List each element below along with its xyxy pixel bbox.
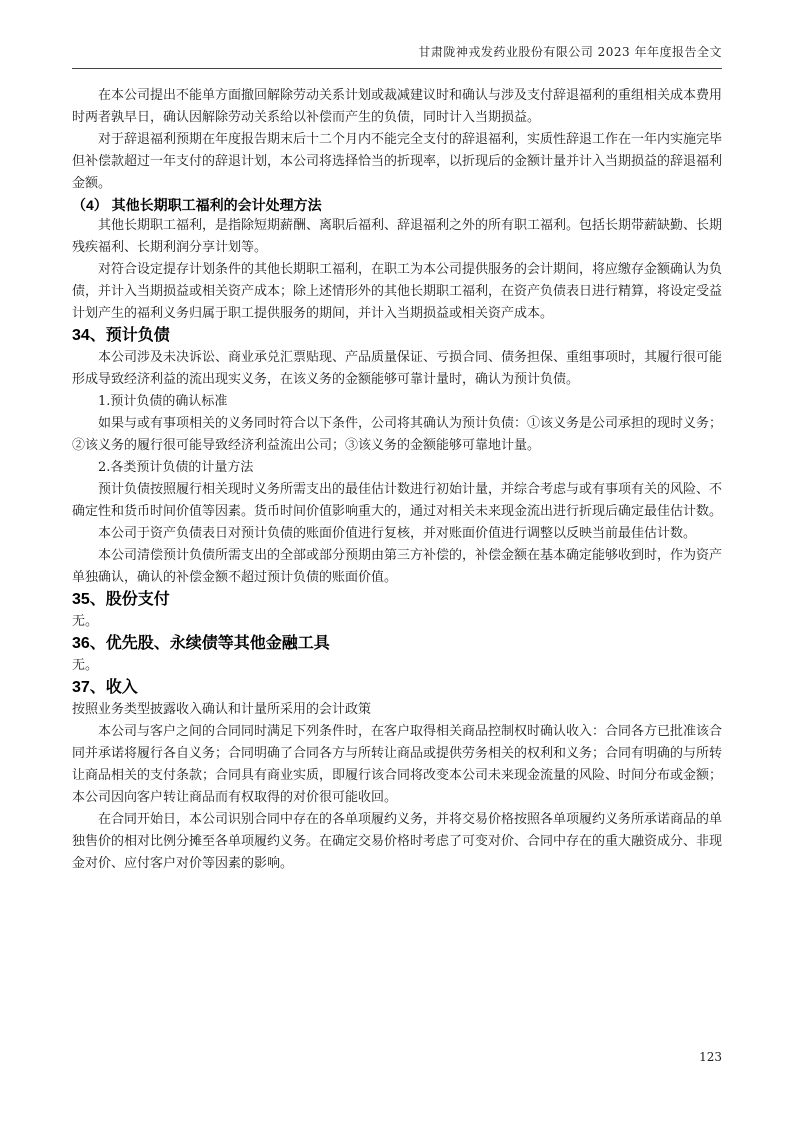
report-title: 甘肃陇神戎发药业股份有限公司 2023 年年度报告全文	[418, 45, 722, 59]
paragraph: 对符合设定提存计划条件的其他长期职工福利，在职工为本公司提供服务的会计期间，将应缴存金额确认为负债，并计入当期损益或相关资产成本；除上述情形外的其他长期职工福利，在资产负债表日进行精算，将设定受益计划产生的福利义务归属于职工提供服务的期间，并计入当期损益或相关资产成本。	[72, 262, 723, 321]
paragraph: 本公司涉及未决诉讼、商业承兑汇票贴现、产品质量保证、亏损合同、债务担保、重组事项时，其履行很可能形成导致经济利益的流出现实义务，在该义务的金额能够可靠计量时，确认为预计负债。	[72, 350, 723, 387]
page-footer	[699, 1050, 722, 1064]
paragraph: 本公司清偿预计负债所需支出的全部或部分预期由第三方补偿的，补偿金额在基本确定能够收到时，作为资产单独确认，确认的补偿金额不超过预计负债的账面价值。	[72, 548, 723, 585]
paragraph-none: 无。	[72, 658, 99, 673]
paragraph: 本公司于资产负债表日对预计负债的账面价值进行复核，并对账面价值进行调整以反映当前最佳估计数。	[98, 526, 697, 541]
paragraph: 本公司与客户之间的合同同时满足下列条件时，在客户取得相关商品控制权时确认收入：合同各方已批准该合同并承诺将履行各自义务；合同明确了合同各方与所转让商品或提供劳务相关的权利和义务；合同有明确的与所转让商品相关的支付条款；合同具有商业实质，即履行该合同将改变本公司未来现金流量的风险、时间分布或金额；本公司因向客户转让商品而有权取得的对价很可能收回。	[72, 724, 723, 805]
section-heading-35-share-based-payment: 35、股份支付	[72, 591, 170, 608]
page-header	[72, 44, 722, 69]
section-heading-34-estimated-liabilities: 34、预计负债	[72, 327, 170, 344]
paragraph: 在合同开始日，本公司识别合同中存在的各单项履约义务，并将交易价格按照各单项履约义务所承诺商品的单独售价的相对比例分摊至各单项履约义务。在确定交易价格时考虑了可变对价、合同中存在的重大融资成分、非现金对价、应付客户对价等因素的影响。	[72, 812, 723, 871]
section-heading-other-long-term-benefits: （4） 其他长期职工福利的会计处理方法	[72, 197, 322, 213]
document-content	[72, 85, 722, 875]
paragraph: 如果与或有事项相关的义务同时符合以下条件，公司将其确认为预计负债：①该义务是公司承担的现时义务；②该义务的履行很可能导致经济利益流出公司；③该义务的金额能够可靠地计量。	[72, 416, 723, 453]
paragraph: 对于辞退福利预期在年度报告期末后十二个月内不能完全支付的辞退福利，实质性辞退工作在一年内实施完毕但补偿款超过一年支付的辞退计划，本公司将选择恰当的折现率，以折现后的金额计量并计入当期损益的辞退福利金额。	[72, 132, 723, 191]
list-item: 1.预计负债的确认标准	[98, 394, 228, 409]
paragraph: 在本公司提出不能单方面撤回解除劳动关系计划或裁减建议时和确认与涉及支付辞退福利的重组相关成本费用时两者孰早日，确认因解除劳动关系给以补偿而产生的负债，同时计入当期损益。	[72, 88, 723, 125]
list-item: 2.各类预计负债的计量方法	[98, 460, 254, 475]
paragraph: 其他长期职工福利，是指除短期薪酬、离职后福利、辞退福利之外的所有职工福利。包括长期带薪缺勤、长期残疾福利、长期利润分享计划等。	[72, 218, 723, 255]
paragraph-none: 无。	[72, 614, 99, 629]
paragraph: 按照业务类型披露收入确认和计量所采用的会计政策	[72, 702, 372, 717]
paragraph: 预计负债按照履行相关现时义务所需支出的最佳估计数进行初始计量，并综合考虑与或有事项有关的风险、不确定性和货币时间价值等因素。货币时间价值影响重大的，通过对相关未来现金流出进行折现后确定最佳估计数。	[72, 482, 723, 519]
section-heading-37-revenue: 37、收入	[72, 679, 138, 696]
page-number: 123	[699, 1050, 722, 1064]
section-heading-36-preferred-shares: 36、优先股、永续债等其他金融工具	[72, 635, 330, 652]
